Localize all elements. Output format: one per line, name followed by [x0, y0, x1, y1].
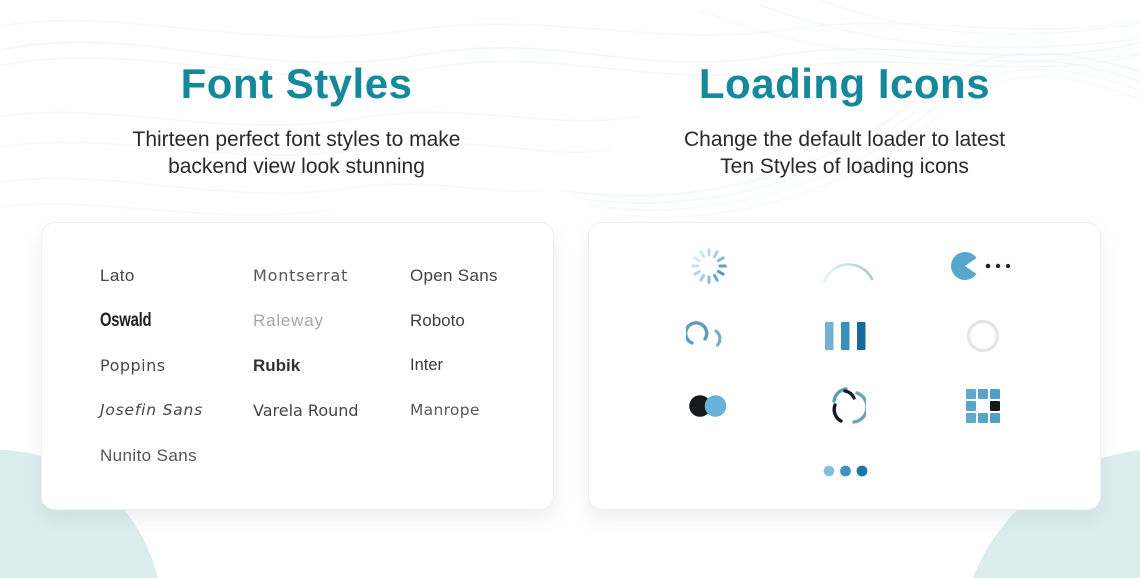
font-sample-roboto: Roboto [410, 310, 465, 330]
ticks-spinner-icon [664, 236, 754, 296]
font-sample-open-sans: Open Sans [410, 265, 498, 285]
pacman-loader-icon [938, 236, 1028, 296]
font-sample-manrope: Manrope [410, 401, 480, 419]
arc-spinner-icon [801, 236, 891, 296]
dual-arc-spinner-icon [664, 306, 754, 366]
font-sample-montserrat: Montserrat [253, 265, 349, 285]
font-sample-nunito-sans: Nunito Sans [100, 445, 198, 465]
loading-icons-title: Loading Icons [698, 60, 991, 107]
font-styles-card [41, 222, 554, 510]
font-styles-subtitle-line1: Thirteen perfect font styles to make [132, 128, 461, 151]
font-styles-grid [42, 223, 553, 478]
dual-ball-loader-icon [664, 376, 754, 436]
loading-icons-subtitle-line1: Change the default loader to latest [683, 128, 1006, 151]
font-sample-josefin-sans: Josefin Sans [100, 401, 204, 419]
bars-loader-icon [801, 306, 891, 366]
font-styles-subtitle [40, 126, 553, 180]
font-sample-inter: Inter [410, 356, 444, 374]
font-sample-poppins: Poppins [100, 355, 166, 375]
font-sample-varela-round: Varela Round [253, 400, 359, 420]
font-sample-oswald: Oswald [100, 309, 152, 331]
font-sample-lato: Lato [100, 265, 135, 285]
font-styles-subtitle-line2: backend view look stunning [168, 155, 425, 178]
bracket-arcs-spinner-icon [801, 376, 891, 436]
loading-icons-card [588, 222, 1101, 510]
font-styles-section [40, 0, 553, 180]
font-sample-raleway: Raleway [253, 310, 324, 330]
font-styles-title: Font Styles [180, 60, 413, 107]
font-sample-rubik: Rubik [253, 355, 301, 375]
loading-icons-subtitle [588, 126, 1101, 180]
ring-loader-icon [938, 306, 1028, 366]
dots-loader-icon [801, 441, 891, 501]
grid-squares-loader-icon [938, 376, 1028, 436]
loading-icons-subtitle-line2: Ten Styles of loading icons [720, 155, 969, 178]
loading-icons-section [588, 0, 1101, 180]
